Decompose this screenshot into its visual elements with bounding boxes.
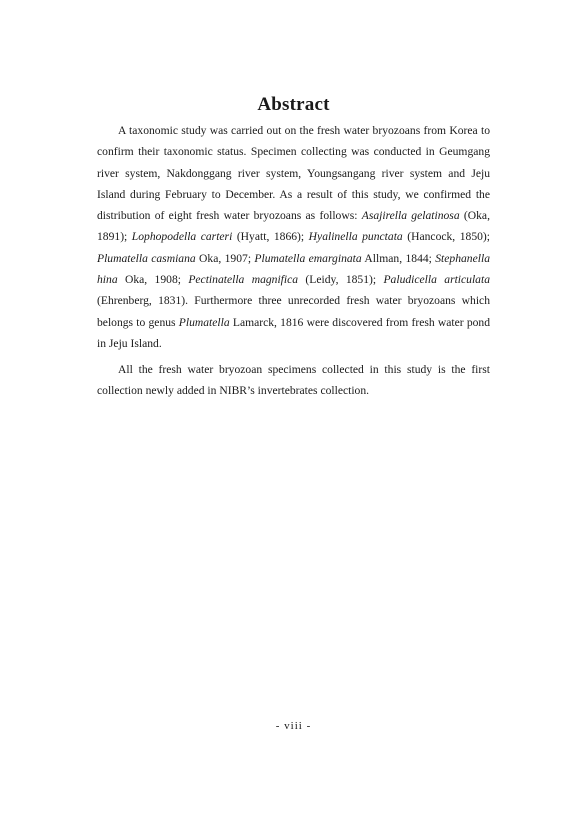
abstract-paragraph — [97, 120, 490, 354]
abstract-paragraph — [97, 359, 490, 402]
text-run: (Hancock, 1850); — [402, 230, 490, 244]
species-name: Plumatella emarginata — [254, 251, 362, 265]
text-run: (Oka, 1891); — [97, 209, 490, 244]
species-name: Plumatella casmiana — [97, 251, 196, 265]
text-run: All the fresh water bryozoan specimens collected in this study is the first collection newly added in NIBR’s invertebrates collection. — [97, 362, 490, 398]
abstract-title: Abstract — [257, 94, 330, 115]
species-name: Hyalinella punctata — [308, 230, 403, 244]
species-name: Asajirella gelatinosa — [361, 209, 460, 223]
text-run: Allman, 1844; — [361, 251, 436, 265]
abstract-body — [97, 120, 490, 406]
text-run: (Hyatt, 1866); — [232, 230, 309, 244]
species-name: Pectinatella magnifica — [188, 273, 299, 287]
text-run: Oka, 1907; — [195, 251, 255, 265]
text-run: Lamarck, 1816 were discovered from fresh water pond in Jeju Island. — [97, 315, 491, 350]
page-number: - viii - — [275, 720, 312, 732]
species-name: Plumatella — [178, 315, 230, 329]
species-name: Lophopodella carteri — [131, 230, 233, 244]
text-run: (Ehrenberg, 1831). Furthermore three unrecorded fresh water bryozoans which belongs to genus — [97, 294, 490, 329]
species-name: Paludicella articulata — [383, 273, 490, 287]
text-run: Oka, 1908; — [117, 273, 189, 287]
text-run: (Leidy, 1851); — [298, 273, 384, 287]
text-run: A taxonomic study was carried out on the fresh water bryozoans from Korea to confirm their taxonomic status. Specimen collecting was conducted in Geumgang river system, Nakdonggang river system, Youngsangang river system and Jeju Island during February to December. As a result of this study, we confirmed the distribution of eight fresh water bryozoans as follows: — [97, 124, 490, 223]
species-name: Stephanella hina — [97, 251, 490, 287]
